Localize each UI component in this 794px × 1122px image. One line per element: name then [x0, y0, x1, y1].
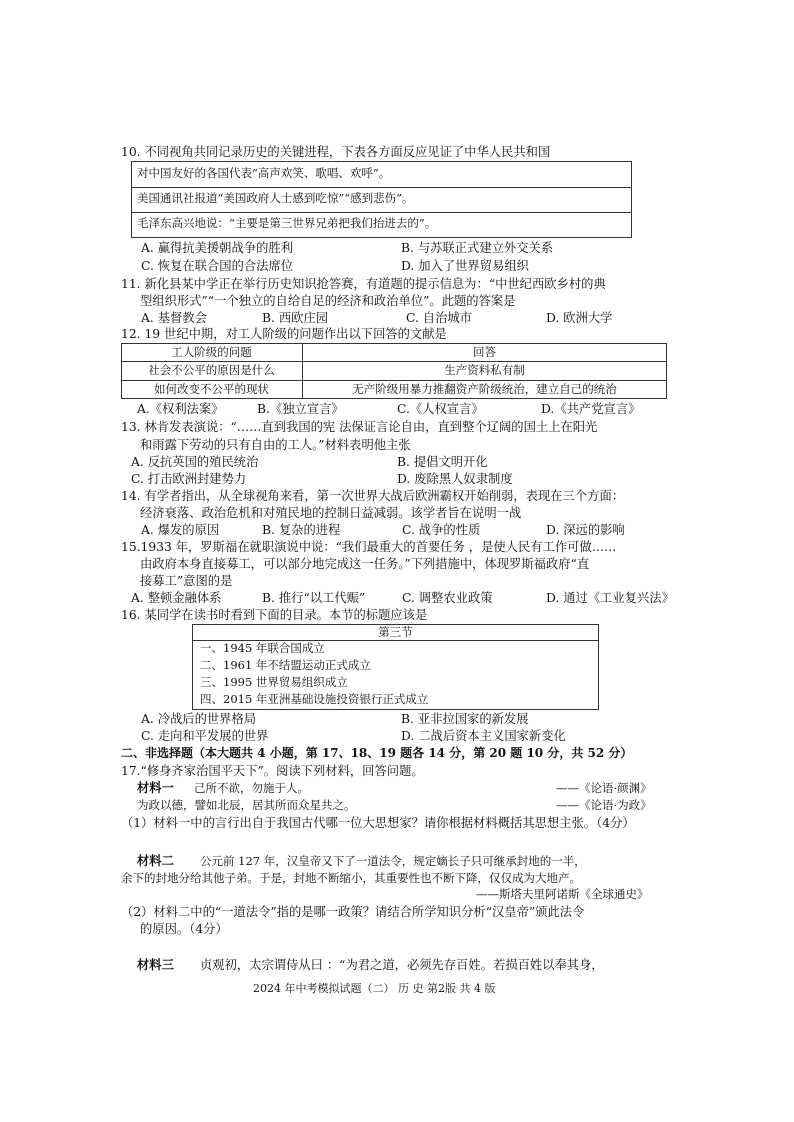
q17-material-label: 材料二 [137, 853, 174, 868]
q11-option-c[interactable]: C. 自治城市 [406, 311, 472, 325]
q16-box-title: 第三节 [378, 625, 413, 639]
q15-stem: 接募工”意图的是 [140, 574, 233, 588]
q11-stem: 型组织形式”“一个独立的自给自足的经济和政治单位”。此题的答案是 [140, 294, 516, 308]
q13-option-d[interactable]: D. 废除黑人奴隶制度 [397, 472, 513, 486]
q12-option-d[interactable]: D.《共产党宣言》 [541, 402, 641, 416]
q17-material-text: 为政以德，譬如北辰，居其所而众星共之。 [137, 798, 356, 812]
q15-option-b[interactable]: B. 推行“以工代赈” [262, 591, 366, 605]
q17-material-label: 材料一 [137, 780, 174, 795]
q16-box-item: 三、1995 世界贸易组织成立 [200, 675, 348, 689]
q12-cell: 如何改变不公平的现状 [154, 382, 269, 396]
q16-box-item: 一、1945 年联合国成立 [200, 641, 325, 655]
q12-cell: 生产资料私有制 [444, 363, 525, 377]
q17-material-text: 贞观初，太宗谓侍从曰 ：“为君之道，必须先存百姓。若损百姓以奉其身， [200, 958, 604, 972]
q17-material-source: ——《论语·为政》 [556, 798, 652, 812]
q10-option-b[interactable]: B. 与苏联正式建立外交关系 [401, 241, 554, 255]
q17-material-source: ——《论语·颜渊》 [556, 781, 652, 795]
q11-stem: 11. 新化县某中学正在举行历史知识抢答赛，有道题的提示信息为：“中世纪西欧乡村的典 [121, 277, 606, 291]
page-footer: 2024 年中考模拟试题（二） 历 史 第2版 共 4 版 [253, 982, 496, 995]
q16-option-a[interactable]: A. 冷战后的世界格局 [141, 712, 257, 726]
q17-material-text: 余下的封地分给其他子弟。于是，封地不断缩小，其重要性也不断下降，仅仅成为大地产。 [121, 871, 581, 885]
q17-subquestion-2: 的原因。（4分） [140, 922, 228, 936]
q12-header: 工人阶级的问题 [171, 345, 252, 359]
q12-header: 回答 [473, 345, 496, 359]
q15-stem: 由政府本身直接募工，可以部分地完成这一任务。”下列措施中，体现罗斯福政府“直 [140, 557, 590, 571]
q17-subquestion-2: （2）材料二中的“一道法令”指的是哪一政策？请结合所学知识分析“汉皇帝”颁此法令 [121, 905, 585, 919]
q10-row: 美国通讯社报道“美国政府人士感到吃惊”“感到悲伤”。 [137, 191, 414, 205]
q13-stem: 和雨露下劳动的只有自由的工人。”材料表明他主张 [140, 438, 411, 452]
q12-option-c[interactable]: C.《人权宣言》 [397, 402, 484, 416]
q12-cell: 无产阶级用暴力推翻资产阶级统治，建立自己的统治 [352, 382, 617, 396]
q10-option-c[interactable]: C. 恢复在联合国的合法席位 [141, 259, 294, 273]
q15-option-c[interactable]: C. 调整农业政策 [402, 591, 493, 605]
q17-subquestion-1: （1）材料一中的言行出自于我国古代哪一位大思想家？请你根据材料概括其思想主张。（4分） [121, 816, 635, 830]
q17-material-text: 公元前 127 年，汉皇帝又下了一道法令，规定嫡长子只可继承封地的一半， [200, 854, 586, 868]
q10-option-d[interactable]: D. 加入了世界贸易组织 [401, 259, 529, 273]
divider [131, 187, 632, 188]
q14-option-d[interactable]: D. 深远的影响 [546, 523, 625, 537]
q14-option-a[interactable]: A. 爆发的原因 [141, 523, 220, 537]
q11-option-a[interactable]: A. 基督教会 [141, 311, 207, 325]
q13-stem: 13. 林肯发表演说：“……直到我国的宪 法保证言论自由，直到整个辽阔的国土上在阳光 [121, 420, 598, 434]
q10-option-a[interactable]: A. 赢得抗美援朝战争的胜利 [141, 241, 293, 255]
q17-material-text: 己所不欲，勿施于人。 [194, 781, 309, 795]
q14-option-c[interactable]: C. 战争的性质 [402, 523, 481, 537]
q10-row: 对中国友好的各国代表“高声欢笑、歌唱、欢呼”。 [137, 166, 391, 180]
q13-option-c[interactable]: C. 打击欧洲封建势力 [131, 472, 247, 486]
section-heading: 二、非选择题（本大题共 4 小题，第 17、18、19 题各 14 分，第 20 题 10 分，共 52 分） [121, 746, 633, 760]
q12-stem: 12. 19 世纪中期，对工人阶级的问题作出以下回答的文献是 [121, 327, 447, 341]
q10-stem: 10. 不同视角共同记录历史的关键进程，下表各方面反应见证了中华人民共和国 [121, 145, 551, 159]
q11-option-d[interactable]: D. 欧洲大学 [546, 311, 613, 325]
divider [121, 380, 667, 381]
q17-stem: 17.“修身齐家治国平天下”。阅读下列材料，回答问题。 [121, 764, 424, 778]
q14-option-b[interactable]: B. 复杂的进程 [262, 523, 341, 537]
q13-option-a[interactable]: A. 反抗英国的殖民统治 [131, 455, 259, 469]
q12-option-a[interactable]: A.《权利法案》 [137, 402, 224, 416]
q15-option-d[interactable]: D. 通过《工业复兴法》 [546, 591, 674, 605]
q10-row: 毛泽东高兴地说：“主要是第三世界兄弟把我们抬进去的”。 [137, 216, 437, 230]
q16-box-item: 四、2015 年亚洲基础设施投资银行正式成立 [200, 692, 429, 706]
q17-material-source: ——斯塔夫里阿诺斯《全球通史》 [476, 887, 649, 901]
q12-cell: 社会不公平的原因是什么 [148, 363, 275, 377]
q13-option-b[interactable]: B. 提倡文明开化 [397, 455, 488, 469]
q16-option-d[interactable]: D. 二战后资本主义国家新变化 [401, 729, 566, 743]
divider [131, 212, 632, 213]
q16-option-b[interactable]: B. 亚非拉国家的新发展 [401, 712, 529, 726]
q14-stem: 14. 有学者指出，从全球视角来看，第一次世界大战后欧洲霸权开始削弱，表现在三个方面： [121, 489, 625, 503]
q15-option-a[interactable]: A. 整顿金融体系 [131, 591, 222, 605]
q16-option-c[interactable]: C. 走向和平发展的世界 [141, 729, 269, 743]
q17-material-label: 材料三 [137, 957, 174, 972]
q12-option-b[interactable]: B.《独立宣言》 [257, 402, 344, 416]
q16-box-item: 二、1961 年不结盟运动正式成立 [200, 658, 371, 672]
q15-stem: 15.1933 年，罗斯福在就职演说中说：“我们最重大的首要任务 ，是使人民有工作可做…… [121, 540, 617, 554]
q16-stem: 16. 某同学在读书时看到下面的目录。本节的标题应该是 [121, 608, 428, 622]
divider [121, 361, 667, 362]
q14-stem: 经济衰落、政治危机和对殖民地的控制日益减弱。该学者旨在说明一战 [140, 506, 522, 520]
q11-option-b[interactable]: B. 西欧庄园 [262, 311, 329, 325]
